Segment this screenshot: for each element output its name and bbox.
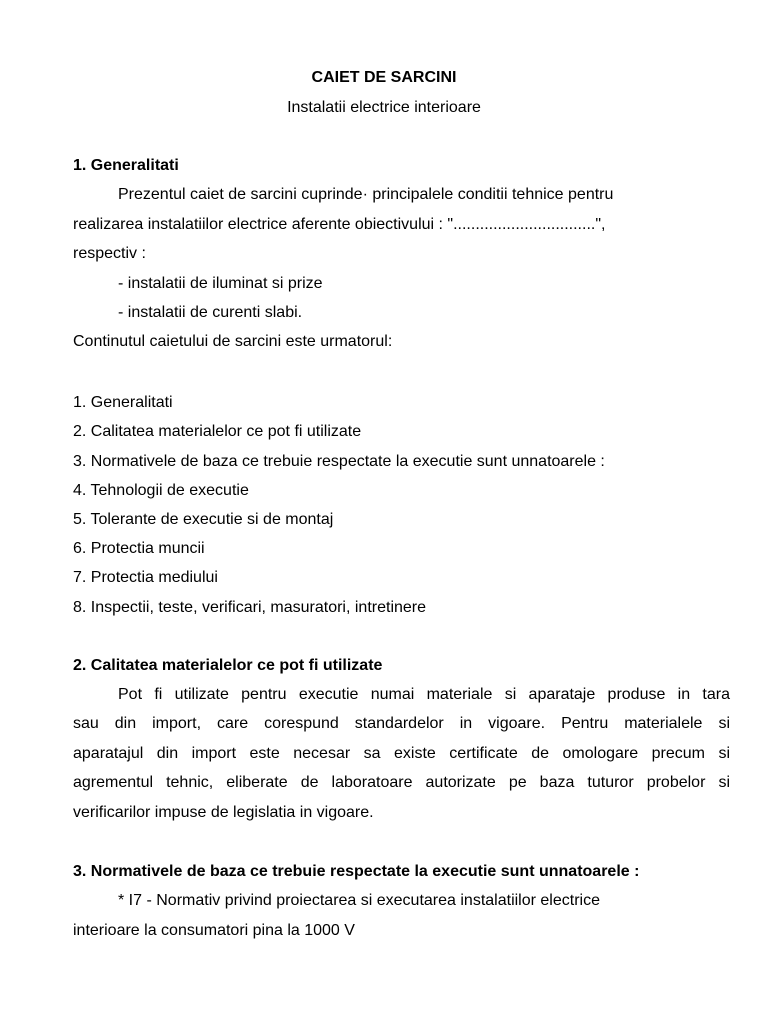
section-1-paragraph-line: Prezentul caiet de sarcini cuprinde· principalele conditii tehnice pentru xyxy=(118,186,614,203)
toc-item: 6. Protectia muncii xyxy=(73,540,205,557)
toc-item: 3. Normativele de baza ce trebuie respectate la executie sunt unnatoarele : xyxy=(73,453,605,470)
section-2-paragraph-line: aparatajul din import este necesar sa existe certificate de omologare precum si xyxy=(73,745,730,762)
toc-item: 2. Calitatea materialelor ce pot fi utilizate xyxy=(73,423,362,440)
bullet-item: - instalatii de iluminat si prize xyxy=(118,275,323,292)
section-1-heading: 1. Generalitati xyxy=(73,157,179,174)
section-2-heading: 2. Calitatea materialelor ce pot fi utilizate xyxy=(73,657,383,674)
toc-item: 7. Protectia mediului xyxy=(73,569,218,586)
section-3-paragraph-line: * I7 - Normativ privind proiectarea si executarea instalatiilor electrice xyxy=(118,892,600,909)
toc-item: 4. Tehnologii de executie xyxy=(73,482,249,499)
document-title: CAIET DE SARCINI xyxy=(311,69,457,86)
contents-intro: Continutul caietului de sarcini este urmatorul: xyxy=(73,333,393,350)
toc-item: 5. Tolerante de executie si de montaj xyxy=(73,511,334,528)
section-1-paragraph-line: respectiv : xyxy=(73,245,146,262)
section-3-heading: 3. Normativele de baza ce trebuie respectate la executie sunt unnatoarele : xyxy=(73,863,640,880)
section-2-paragraph-line: verificarilor impuse de legislatia in vigoare. xyxy=(73,804,374,821)
section-1-paragraph-line: realizarea instalatiilor electrice aferente obiectivului : "................................", xyxy=(73,216,606,233)
section-2-paragraph-line: sau din import, care corespund standardelor in vigoare. Pentru materialele si xyxy=(73,715,730,732)
toc-item: 1. Generalitati xyxy=(73,394,173,411)
section-2-paragraph-line: Pot fi utilizate pentru executie numai materiale si aparataje produse in tara xyxy=(118,686,730,703)
document-subtitle: Instalatii electrice interioare xyxy=(287,99,481,116)
bullet-item: - instalatii de curenti slabi. xyxy=(118,304,303,321)
toc-item: 8. Inspectii, teste, verificari, masuratori, intretinere xyxy=(73,599,427,616)
section-3-paragraph-line: interioare la consumatori pina la 1000 V xyxy=(73,922,355,939)
section-2-paragraph-line: agrementul tehnic, eliberate de laboratoare autorizate pe baza tuturor probelor si xyxy=(73,774,730,791)
